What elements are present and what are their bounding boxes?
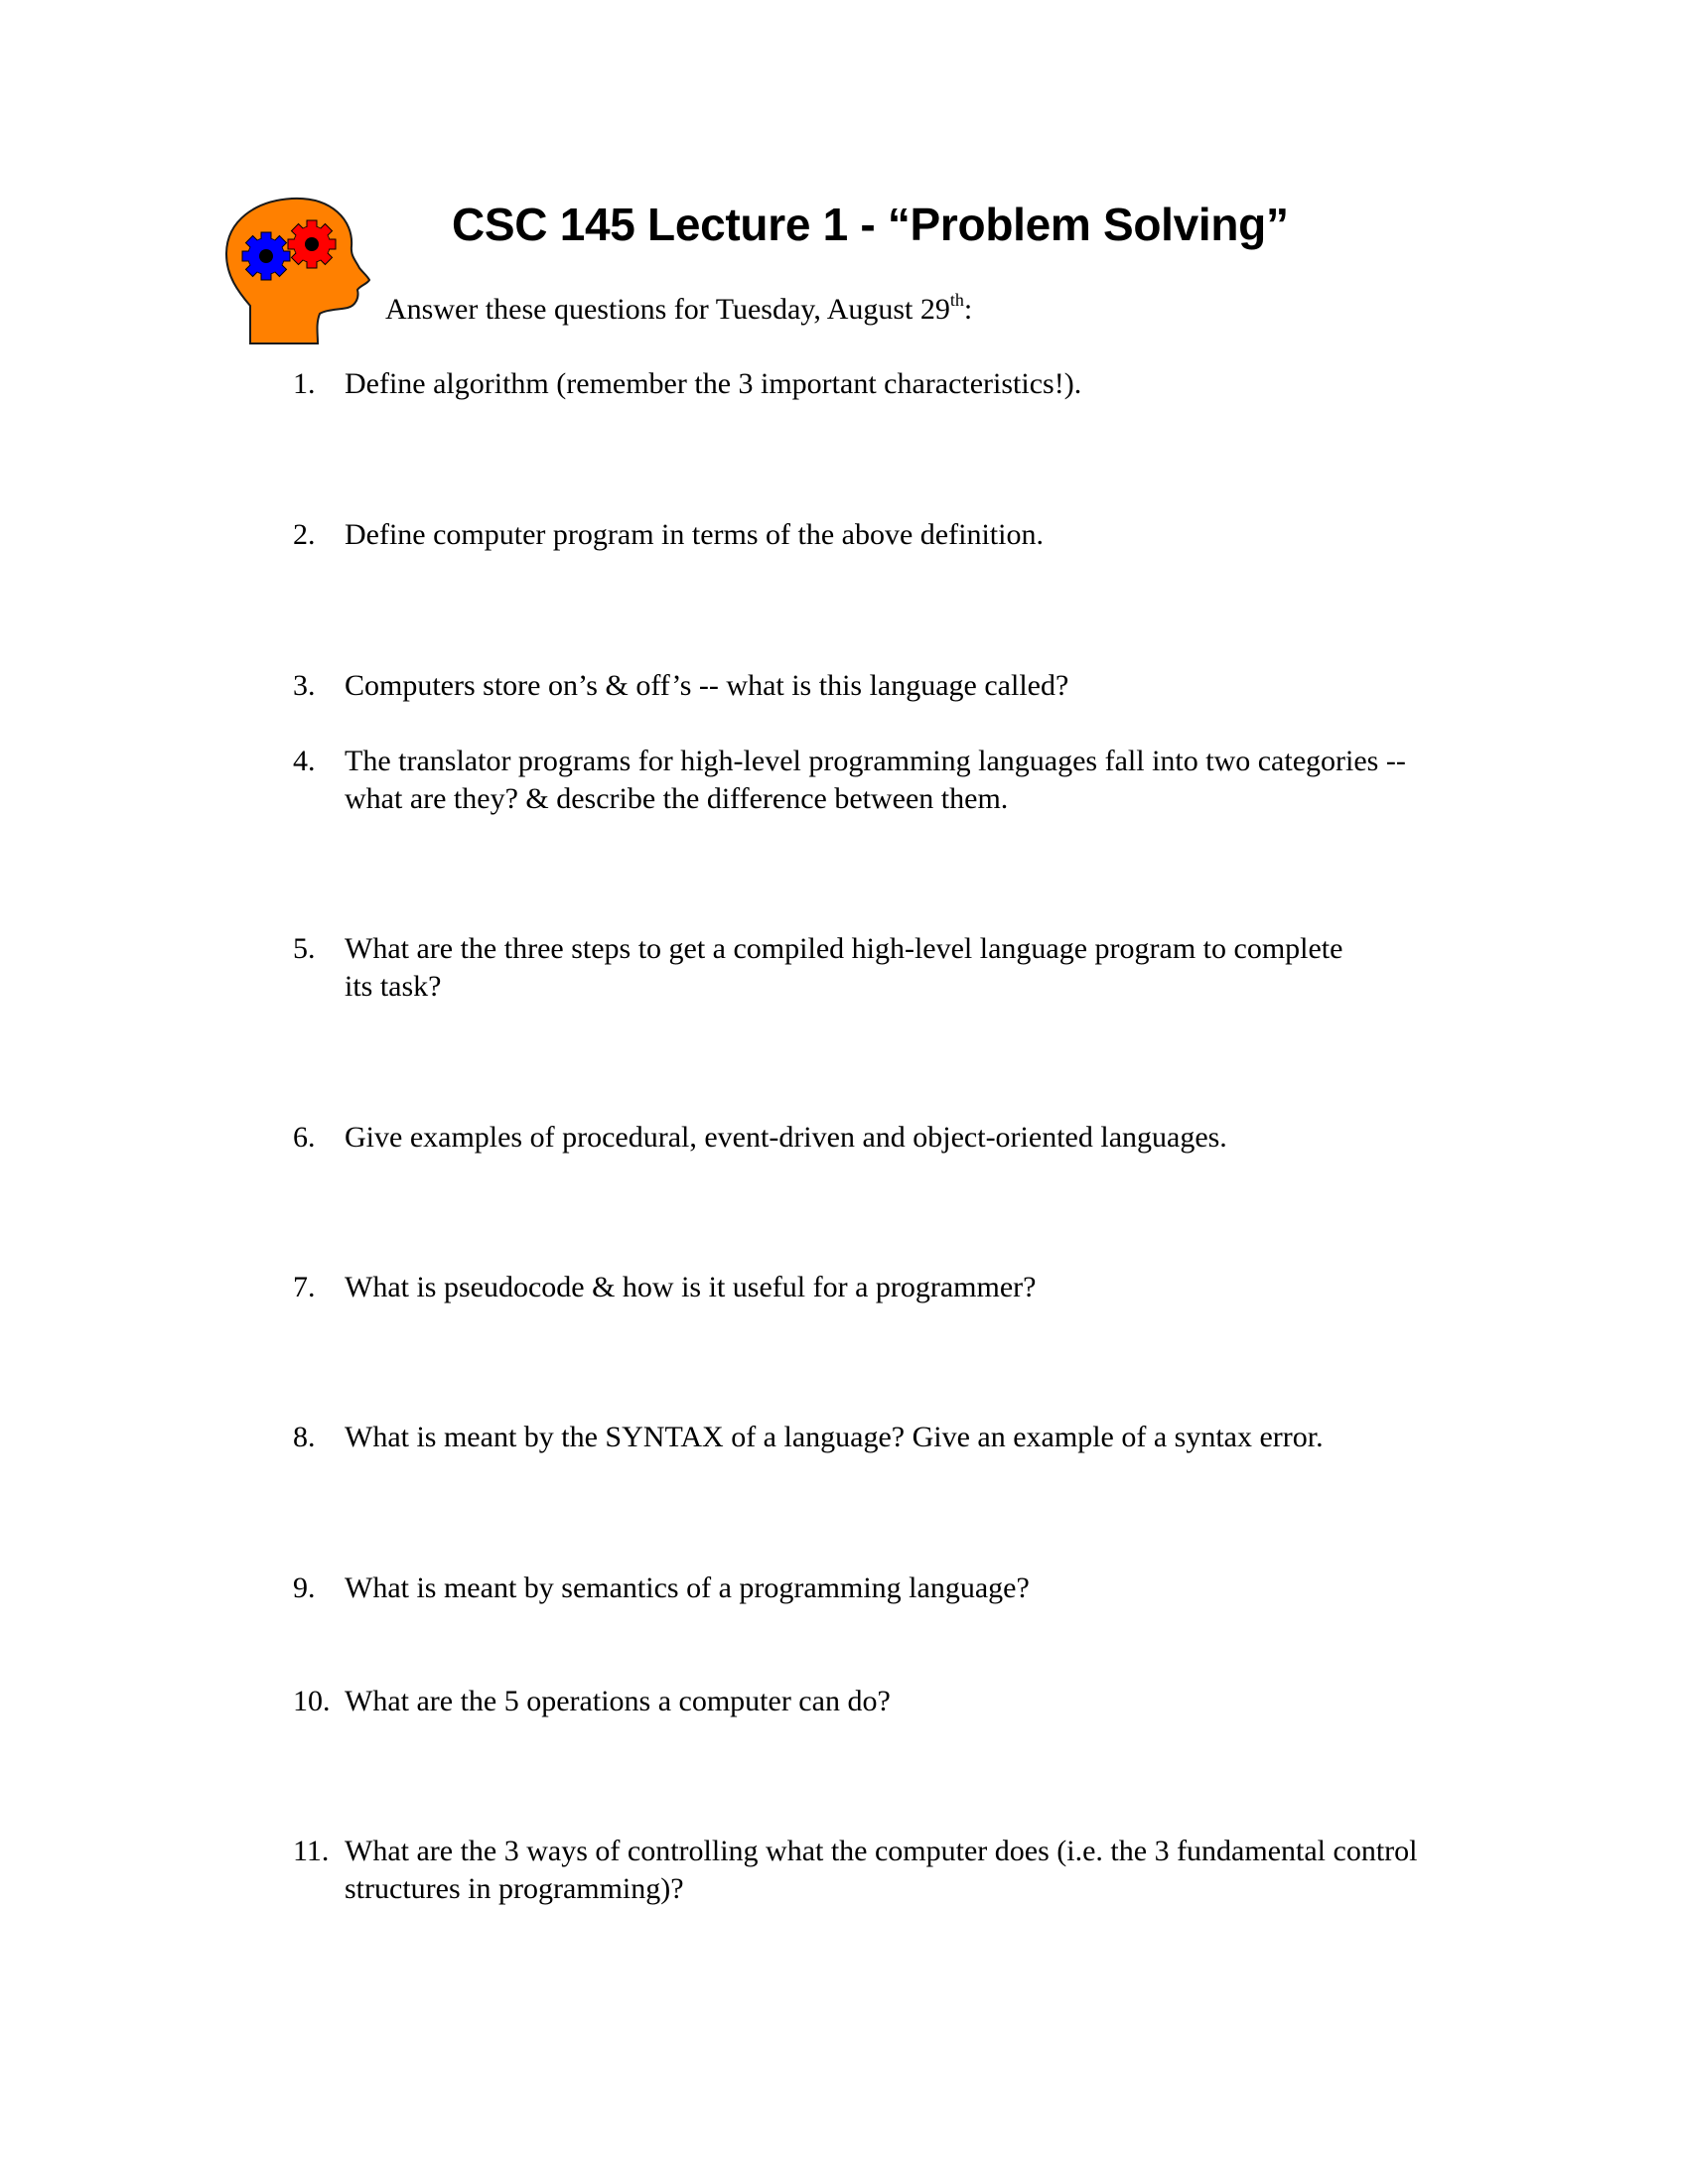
head-with-gears-icon [220, 195, 375, 347]
question-number: 6. [293, 1121, 316, 1154]
question-text: What are the three steps to get a compiled high-level language program to complete its task? [345, 932, 1343, 1003]
question-text: What is pseudocode & how is it useful for a programmer? [345, 1271, 1037, 1303]
question-number: 10. [293, 1685, 331, 1717]
question-7 [293, 1269, 1465, 1306]
question-6 [293, 1119, 1465, 1157]
question-11 [293, 1833, 1445, 1908]
date-suffix: th [949, 290, 964, 310]
question-8 [293, 1419, 1465, 1456]
question-number: 4. [293, 745, 316, 777]
question-10 [293, 1683, 1465, 1720]
question-text: What is meant by semantics of a programming language? [345, 1571, 1030, 1604]
instructions [385, 290, 972, 330]
page-title: CSC 145 Lecture 1 - “Problem Solving” [452, 199, 1289, 250]
instructions-end: : [963, 293, 973, 326]
question-2 [293, 516, 1465, 554]
question-number: 11. [293, 1835, 330, 1867]
question-1 [293, 365, 1465, 403]
question-text: What is meant by the SYNTAX of a language? Give an example of a syntax error. [345, 1421, 1324, 1453]
question-3 [293, 667, 1465, 705]
question-number: 1. [293, 367, 316, 400]
question-text: Give examples of procedural, event-driven and object-oriented languages. [345, 1121, 1227, 1154]
question-number: 7. [293, 1271, 316, 1303]
question-number: 9. [293, 1571, 316, 1604]
question-text: The translator programs for high-level programming languages fall into two categories -- what are they? & describe the difference between them. [345, 745, 1406, 815]
question-number: 3. [293, 669, 316, 702]
red-gear-icon [288, 220, 336, 268]
question-number: 8. [293, 1421, 316, 1453]
question-4 [293, 743, 1415, 818]
instructions-text: Answer these questions for Tuesday, August 29 [385, 293, 950, 326]
question-text: Computers store on’s & off’s -- what is this language called? [345, 669, 1069, 702]
question-text: Define algorithm (remember the 3 important characteristics!). [345, 367, 1082, 400]
question-text: Define computer program in terms of the above definition. [345, 518, 1044, 551]
question-9 [293, 1570, 1465, 1607]
question-number: 2. [293, 518, 316, 551]
question-number: 5. [293, 932, 316, 965]
blue-gear-icon [242, 232, 290, 280]
question-5 [293, 930, 1365, 1006]
question-text: What are the 5 operations a computer can do? [345, 1685, 891, 1717]
question-text: What are the 3 ways of controlling what the computer does (i.e. the 3 fundamental control structures in programming)? [345, 1835, 1418, 1905]
